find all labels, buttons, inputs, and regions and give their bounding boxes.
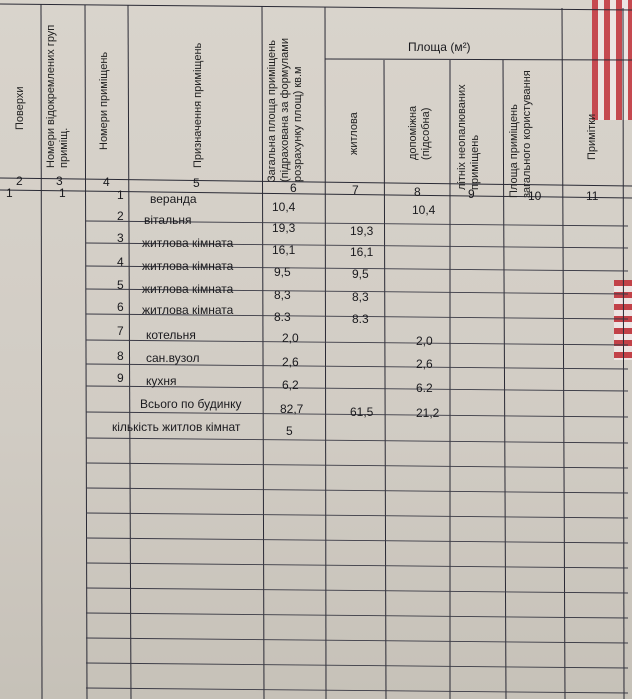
- cell-total: 8,3: [274, 288, 291, 302]
- header-room-numbers: Номери приміщень: [98, 51, 110, 150]
- cell-room-name: кухня: [146, 374, 177, 388]
- cell-room-no: 2: [117, 209, 124, 223]
- cell-room-no: 4: [117, 255, 124, 269]
- cell-room-name: сан.вузол: [146, 351, 200, 365]
- header-total-area: Загальна площа приміщень (підрахована за формулами розрахунку площ) кв.м: [266, 38, 304, 182]
- cell-total: 10,4: [272, 200, 296, 214]
- cell-living: 8,3: [352, 290, 369, 304]
- cell-total: 19,3: [272, 221, 296, 235]
- cell-room-name: житлова кімната: [142, 303, 234, 317]
- summary-total: 82,7: [280, 402, 304, 416]
- col-number: 2: [16, 174, 23, 188]
- cell-total: 9,5: [274, 265, 291, 279]
- cell-living: 9,5: [352, 267, 369, 281]
- col-number: 6: [290, 181, 297, 195]
- cell-room-no: 3: [117, 231, 124, 245]
- cell-total: 8.3: [274, 310, 291, 324]
- cell-room-no: 9: [117, 371, 124, 385]
- cell-room-name: котельня: [146, 328, 196, 342]
- cell-aux: 2,6: [416, 357, 433, 371]
- header-common: Площа приміщень загального користування: [508, 70, 533, 198]
- cell-total: 2,0: [282, 331, 299, 345]
- col-number: 4: [103, 175, 110, 189]
- col-number: 5: [193, 176, 200, 190]
- header-auxiliary: допоміжна (підсобна): [407, 105, 432, 160]
- header-living: житлова: [348, 112, 360, 155]
- col-number: 11: [586, 189, 599, 203]
- cell-living: 19,3: [350, 224, 374, 238]
- cell-total: 2,6: [282, 355, 299, 369]
- cell-aux: 2,0: [416, 334, 433, 348]
- cell-living: 8.3: [352, 312, 369, 326]
- header-group-numbers: Номери відокремлених груп приміщ.: [45, 24, 70, 168]
- cell-aux: 6.2: [416, 381, 433, 395]
- cell-room-name: житлова кімната: [142, 282, 234, 296]
- header-notes: Примітки: [586, 113, 598, 160]
- rooms-count-value: 5: [286, 424, 293, 438]
- cell-floor: 1: [6, 186, 13, 200]
- cell-group: 1: [59, 186, 66, 200]
- col-number: 3: [56, 174, 63, 188]
- header-area-group: Площа (м²): [408, 40, 471, 54]
- col-number: 8: [414, 185, 421, 199]
- summary-living: 61,5: [350, 405, 374, 419]
- cell-room-no: 8: [117, 349, 124, 363]
- cell-room-name: веранда: [150, 192, 197, 206]
- col-number: 9: [468, 187, 475, 201]
- cell-room-name: житлова кімната: [142, 236, 234, 250]
- col-number: 7: [352, 183, 359, 197]
- cell-total: 6,2: [282, 378, 299, 392]
- col-number: 10: [528, 189, 542, 203]
- summary-label: Всього по будинку: [140, 397, 242, 411]
- cell-living: 16,1: [350, 245, 374, 259]
- header-purpose: Призначення приміщень: [192, 42, 204, 168]
- cell-room-no: 1: [117, 188, 124, 202]
- cell-room-name: житлова кімната: [142, 259, 234, 273]
- header-floors: Поверхи: [14, 86, 26, 130]
- cell-room-no: 7: [117, 324, 124, 338]
- summary-aux: 21,2: [416, 406, 440, 420]
- cell-room-no: 6: [117, 300, 124, 314]
- cell-room-no: 5: [117, 278, 124, 292]
- cell-aux: 10,4: [412, 203, 436, 217]
- rooms-count-label: кількість житлов кімнат: [112, 420, 241, 434]
- cell-room-name: вітальня: [144, 213, 192, 227]
- header-summer: літніх неопалюваних приміщень: [456, 84, 481, 190]
- cell-total: 16,1: [272, 243, 296, 257]
